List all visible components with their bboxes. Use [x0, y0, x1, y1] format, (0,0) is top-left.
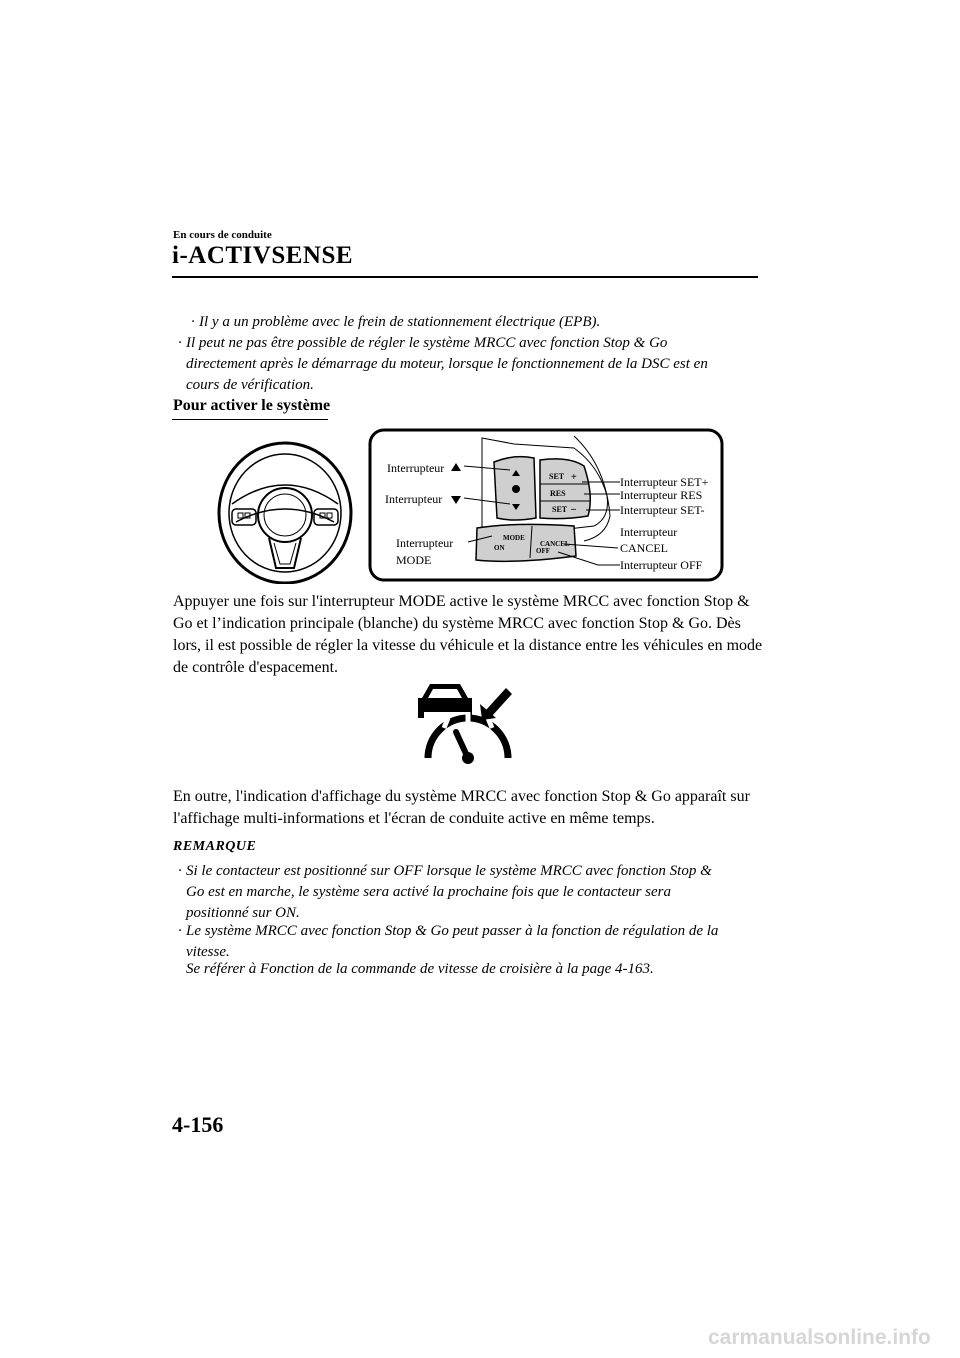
mode-button-text: MODE	[503, 534, 525, 542]
note-text-line: positionné sur ON.	[186, 905, 300, 921]
cancel-label-line2: CANCEL	[620, 541, 668, 555]
bullet-dot: ·	[191, 314, 195, 330]
mode-switch-label-line1: Interrupteur	[396, 536, 454, 550]
svg-text:+: +	[571, 472, 577, 483]
bullet-text-line: cours de vérification.	[186, 377, 314, 393]
off-label: Interrupteur OFF	[620, 558, 703, 572]
note-text-line: Se référer à Fonction de la commande de vitesse de croisière à la page 4-163.	[186, 961, 654, 977]
note-bullet-text: Si le contacteur est positionné sur OFF lorsque le système MRCC avec fonction Stop &	[186, 863, 712, 879]
set-minus-label: Interrupteur SET-	[620, 503, 705, 517]
note-text-line: Go est en marche, le système sera activé la prochaine fois que le contacteur sera	[186, 884, 672, 900]
paragraph-line: l'affichage multi-informations et l'écran de conduite active en même temps.	[173, 810, 655, 827]
up-switch-label: Interrupteur	[387, 461, 445, 475]
cancel-label-line1: Interrupteur	[620, 525, 678, 539]
set-minus-button-text: SET	[552, 505, 568, 514]
paragraph-line: lors, il est possible de régler la vitesse du véhicule et la distance entre les véhicules en mode	[173, 637, 763, 654]
note-bullet-text: Le système MRCC avec fonction Stop & Go peut passer à la fonction de régulation de la	[186, 923, 719, 939]
bullet-dot: ·	[178, 863, 182, 879]
cancel-button-text: CANCEL	[540, 540, 570, 548]
note-bullet-item	[178, 921, 719, 942]
mrcc-indicator-icon	[414, 680, 520, 764]
page-number: 4-156	[172, 1112, 224, 1137]
steering-wheel-diagram	[214, 426, 728, 584]
paragraph-line: En outre, l'indication d'affichage du système MRCC avec fonction Stop & Go apparaît sur	[173, 788, 750, 805]
page-title: i-ACTIVSENSE	[172, 242, 354, 269]
mode-switch-label-line2: MODE	[396, 553, 432, 567]
triangle-down-icon	[451, 496, 461, 504]
bullet-item	[178, 333, 668, 354]
paragraph-line: Go et l’indication principale (blanche) du système MRCC avec fonction Stop & Go. Dès	[173, 615, 741, 632]
steering-wheel-icon	[219, 443, 351, 583]
triangle-up-icon	[451, 463, 461, 471]
paragraph-line: de contrôle d'espacement.	[173, 659, 339, 676]
off-button-text: OFF	[536, 547, 550, 555]
paragraph-line: Appuyer une fois sur l'interrupteur MODE active le système MRCC avec fonction Stop &	[173, 593, 750, 610]
section-label: En cours de conduite	[173, 229, 272, 241]
note-text-line: vitesse.	[186, 944, 230, 960]
note-bullet-item	[178, 861, 712, 882]
set-plus-label: Interrupteur SET+	[620, 475, 709, 489]
bullet-dot: ·	[178, 923, 182, 939]
bullet-dot: ·	[178, 335, 182, 351]
svg-text:–: –	[571, 504, 576, 515]
header-rule	[172, 276, 758, 278]
down-switch-label: Interrupteur	[385, 492, 443, 506]
res-label: Interrupteur RES	[620, 488, 703, 502]
bullet-item	[191, 312, 601, 333]
res-button-text: RES	[550, 489, 566, 498]
on-button-text: ON	[494, 544, 505, 552]
bullet-text-line: directement après le démarrage du moteur, lorsque le fonctionnement de la DSC est en	[186, 356, 708, 372]
subheading: Pour activer le système	[173, 397, 331, 414]
watermark: carmanualsonline.info	[708, 1326, 931, 1349]
bullet-text: Il peut ne pas être possible de régler le système MRCC avec fonction Stop & Go	[186, 335, 668, 351]
set-plus-button-text: SET	[549, 472, 565, 481]
bullet-text: Il y a un problème avec le frein de stationnement électrique (EPB).	[199, 314, 601, 330]
subheading-underline	[172, 419, 328, 420]
note-heading: REMARQUE	[173, 839, 257, 854]
